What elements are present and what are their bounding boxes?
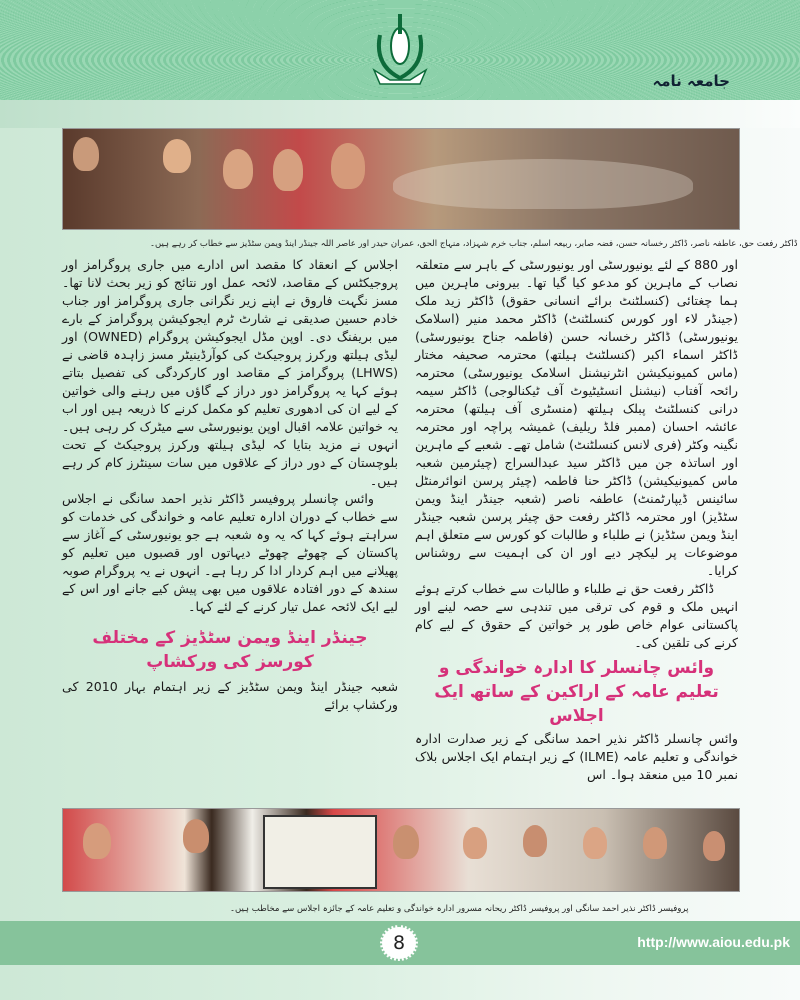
article-paragraph: وائس چانسلر ڈاکٹر نذیر احمد سانگی کے زیر صدارت ادارہ خواندگی و تعلیم عامہ (ILME) کے زیر اہتمام ایک اجلاس بلاک نمبر 10 میں منعقد ہوا۔ اس	[415, 731, 738, 782]
top-event-photo	[62, 128, 740, 230]
bottom-meeting-photo	[62, 808, 740, 892]
bottom-photo-caption: پروفیسر ڈاکٹر نذیر احمد سانگی اور پروفیسر ڈاکٹر ریحانہ مسرور ادارہ خواندگی و تعلیم عامہ کے جائزہ اجلاس سے مخاطب ہیں۔	[230, 904, 689, 914]
article-paragraph: وائس چانسلر پروفیسر ڈاکٹر نذیر احمد سانگی نے اجلاس سے خطاب کے دوران ادارہ تعلیم عامہ و خواندگی کی خدمات کو سراہتے ہوئے کہا کہ یہ وہ شعبہ ہے جو یونیورسٹی کے آغاز سے پاکستان کے چھوٹے چھوٹے دیہاتوں اور قصبوں میں تعلیم کو پھیلانے میں اہم کردار ادا کر رہا ہے۔ انہوں نے یہ پروگرام صوبہ سندھ کے دور افتادہ علاقوں میں بھی پیش کیے جانے اور اس کے لیے ایک لائحہ عمل تیار کرنے کے لئے کہا۔	[62, 491, 398, 614]
section-heading: وائس چانسلر کا ادارہ خواندگی و تعلیم عامہ کے اراکین کے ساتھ ایک اجلاس	[434, 658, 719, 726]
article-paragraph: اور 880 کے لئے یونیورسٹی اور یونیورسٹی کے باہر سے متعلقہ نصاب کے ماہرین کو مدعو کیا گیا تھا۔ بیرونی ماہرین میں ہما چغتائی (کنسلٹنٹ برائے انسانی حقوق) ڈاکٹر زید ملک (جینڈر لاء اور کورس کنسلٹنٹ) ڈاکٹر محمد منیر (اسلامک یونیورسٹی) ڈاکٹر رخسانہ حسن (فاطمہ جناح یونیورسٹی) ڈاکٹر اسماء اکبر (کنسلٹنٹ ہیلتھ) محترمہ صحیفہ مختار (ماس کمیونیکیشن انٹرنیشنل اسلامک یونیورسٹی) محترمہ رائحہ آفتاب (نیشنل انسٹیٹیوٹ آف ٹیکنالوجی) ڈاکٹر سیمہ درانی کنسلٹنٹ پبلک ہیلتھ (منسٹری آف ہیلتھ) محترمہ عائشہ احسان (ممبر فلڈ ریلیف) غمیشہ پراچہ اور محترمہ نگینہ وکٹر (فری لانس کنسلٹنٹ) شامل تھے۔ شعبے کے ماہرین اور اساتذہ جن میں ڈاکٹر سید عبدالسراج (چیئرمین شعبہ ماس کمیونیکیشن) ڈاکٹر حنا فاطمہ (چیئر پرسن انوائرمنٹل سائینس ڈیپارٹمنٹ) عاطفہ ناصر (شعبہ جینڈر اینڈ ویمن سٹڈیز) اور محترمہ ڈاکٹر رفعت حق چیئر پرسن شعبہ جینڈر اینڈ ویمن سٹڈیز) نے طلباء و طالبات کو کورس سے متعلق اہم موضوعات پر لیکچر دیے اور ان کی اہمیت سے روشناس کرایا۔	[415, 257, 738, 578]
masthead-banner	[0, 0, 800, 100]
section-heading: جینڈر اینڈ ویمن سٹڈیز کے مختلف کورسز کی ورکشاپ	[92, 628, 368, 672]
right-article-column	[415, 256, 738, 784]
top-photo-caption: ڈاکٹر رفعت حق، عاطفہ ناصر، ڈاکٹر رخسانہ حسن، فضہ صابر، ربیعہ اسلم، جناب خرم شہزاد، منہاج الحق، عمران حیدر اور عاصر اللہ جینڈر اینڈ ویمن سٹڈیز سے خطاب کر رہے ہیں۔	[150, 239, 798, 249]
header-strip	[0, 100, 800, 128]
website-url: http://www.aiou.edu.pk	[637, 934, 790, 950]
left-article-column	[62, 256, 398, 714]
page-number: 8	[380, 925, 418, 961]
presentation-slide	[263, 815, 377, 889]
university-logo	[370, 10, 430, 90]
article-paragraph: اجلاس کے انعقاد کا مقصد اس ادارے میں جاری پروگرامز اور پروجیکٹس کے مقاصد، لائحہ عمل اور نتائج کو زیر بحث لانا تھا۔ مسز نگہت فاروق نے اپنے زیر نگرانی جاری پروگرامز اور جناب خادم حسین صدیقی نے شارٹ ٹرم ایجوکیشن پروگرامز کے بارے میں بریفنگ دی۔ اوپن مڈل ایجوکیشن پروگرام (OWNED) اور لیڈی ہیلتھ ورکرز پروجیکٹ کی کوآرڈینیٹر مسز زاہدہ قاضی نے (LHWS) پروگرامز کے مقاصد اور کارکردگی کی تفصیل بتاتے ہوئے کہا یہ پروگرامز دور دراز کے گاؤں میں رہنے والی خواتین کے لیے ان کی ادھوری تعلیم کو مکمل کرنے کا ذریعہ ہیں اور اب یہ خواتین علامہ اقبال اوپن یونیورسٹی سے میٹرک کر رہی ہیں۔ انہوں نے مزید بتایا کہ لیڈی ہیلتھ ورکرز پروجیکٹ کے تحت بلوچستان کے دور دراز کے علاقوں میں سات سینٹرز کام کر رہے ہیں۔	[62, 257, 398, 488]
article-paragraph: شعبہ جینڈر اینڈ ویمن سٹڈیز کے زیر اہتمام بہار 2010 کی ورکشاپ برائے	[62, 679, 399, 712]
article-paragraph: ڈاکٹر رفعت حق نے طلباء و طالبات سے خطاب کرتے ہوئے انہیں ملک و قوم کی ترقی میں تندہی سے حصہ لینے اور پاکستانی عوام خاص طور پر خواتین کے حقوق کے لیے کام کرنے کی تلقین کی۔	[415, 581, 738, 650]
magazine-title: جامعہ نامہ	[652, 72, 730, 90]
